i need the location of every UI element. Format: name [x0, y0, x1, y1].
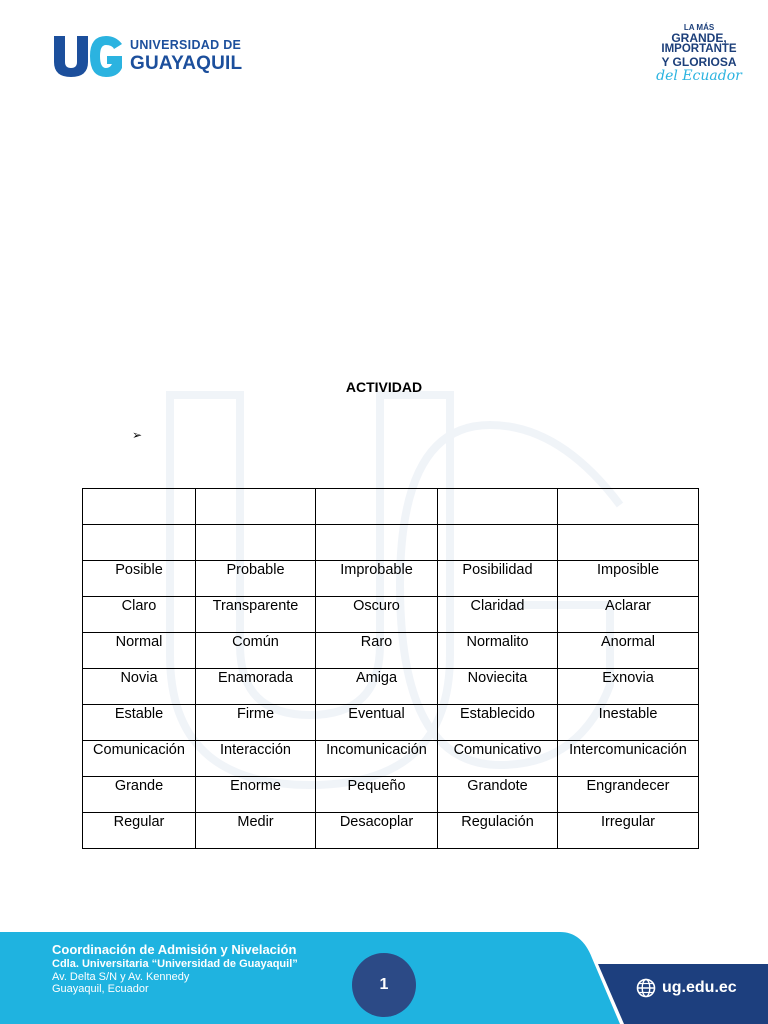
table-cell: Eventual: [316, 705, 438, 741]
table-cell: Enorme: [196, 777, 316, 813]
table-cell: Enamorada: [196, 669, 316, 705]
table-cell: Raro: [316, 633, 438, 669]
slogan: [652, 24, 746, 83]
table-cell: Grande: [83, 777, 196, 813]
table-cell: Aclarar: [558, 597, 699, 633]
table-cell: Normalito: [438, 633, 558, 669]
activity-title: ACTIVIDAD: [345, 379, 423, 395]
table-cell: [316, 489, 438, 525]
table-cell: Regulación: [438, 813, 558, 849]
table-cell: Amiga: [316, 669, 438, 705]
table-cell: Improbable: [316, 561, 438, 597]
table-cell: Incomunicación: [316, 741, 438, 777]
table-cell: [196, 525, 316, 561]
table-cell: [316, 525, 438, 561]
table-row: [83, 561, 699, 597]
table-row: [83, 489, 699, 525]
table-row: [83, 597, 699, 633]
ug-logo-icon: [52, 34, 124, 78]
table-cell: Desacoplar: [316, 813, 438, 849]
table-cell: [438, 489, 558, 525]
table-cell: Inestable: [558, 705, 699, 741]
slogan-line5: del Ecuador: [656, 67, 742, 84]
table-cell: Posible: [83, 561, 196, 597]
table-cell: [83, 525, 196, 561]
table-cell: Claro: [83, 597, 196, 633]
table-row: [83, 777, 699, 813]
footer-address: [52, 943, 298, 996]
word-table: [82, 488, 699, 849]
table-cell: Común: [196, 633, 316, 669]
table-cell: Oscuro: [316, 597, 438, 633]
website-link[interactable]: [636, 978, 737, 998]
table-cell: [558, 525, 699, 561]
table-row: [83, 633, 699, 669]
table-cell: Firme: [196, 705, 316, 741]
table-row: [83, 525, 699, 561]
table-cell: Grandote: [438, 777, 558, 813]
table-cell: Estable: [83, 705, 196, 741]
table-cell: [438, 525, 558, 561]
table-row: [83, 705, 699, 741]
table-row: [83, 669, 699, 705]
table-cell: Claridad: [438, 597, 558, 633]
table-cell: Intercomunicación: [558, 741, 699, 777]
table-cell: Pequeño: [316, 777, 438, 813]
table-cell: Irregular: [558, 813, 699, 849]
table-cell: [83, 489, 196, 525]
website-label: ug.edu.ec: [662, 979, 737, 996]
table-cell: Medir: [196, 813, 316, 849]
slogan-line1: LA MÁS: [683, 23, 715, 32]
slogan-line4: Y GLORIOSA: [661, 54, 737, 69]
table-cell: Imposible: [558, 561, 699, 597]
page-number: 1: [352, 953, 416, 1017]
table-cell: Posibilidad: [438, 561, 558, 597]
table-cell: Regular: [83, 813, 196, 849]
footer-line4: Guayaquil, Ecuador: [52, 983, 149, 996]
table-cell: Noviecita: [438, 669, 558, 705]
logo-text-line2: GUAYAQUIL: [130, 52, 243, 74]
table-row: [83, 741, 699, 777]
table-cell: Transparente: [196, 597, 316, 633]
table-cell: Engrandecer: [558, 777, 699, 813]
logo-text-line1: UNIVERSIDAD DE: [130, 38, 242, 53]
table-cell: Normal: [83, 633, 196, 669]
table-cell: Establecido: [438, 705, 558, 741]
table-cell: Exnovia: [558, 669, 699, 705]
table-cell: Probable: [196, 561, 316, 597]
table-cell: Comunicativo: [438, 741, 558, 777]
university-logo: [52, 34, 242, 78]
globe-icon: [636, 978, 656, 998]
table-cell: Anormal: [558, 633, 699, 669]
table-cell: Novia: [83, 669, 196, 705]
slogan-line2: GRANDE,: [671, 31, 727, 45]
table-cell: [558, 489, 699, 525]
footer-line3: Av. Delta S/N y Av. Kennedy: [52, 970, 190, 983]
table-cell: Interacción: [196, 741, 316, 777]
table-cell: Comunicación: [83, 741, 196, 777]
table-row: [83, 813, 699, 849]
footer-line2: Cdla. Universitaria “Universidad de Guayaquil”: [52, 957, 298, 970]
footer-line1: Coordinación de Admisión y Nivelación: [52, 942, 297, 957]
slogan-line3: IMPORTANTE: [661, 43, 737, 55]
arrow-bullet-icon: ➢: [132, 428, 143, 442]
table-cell: [196, 489, 316, 525]
